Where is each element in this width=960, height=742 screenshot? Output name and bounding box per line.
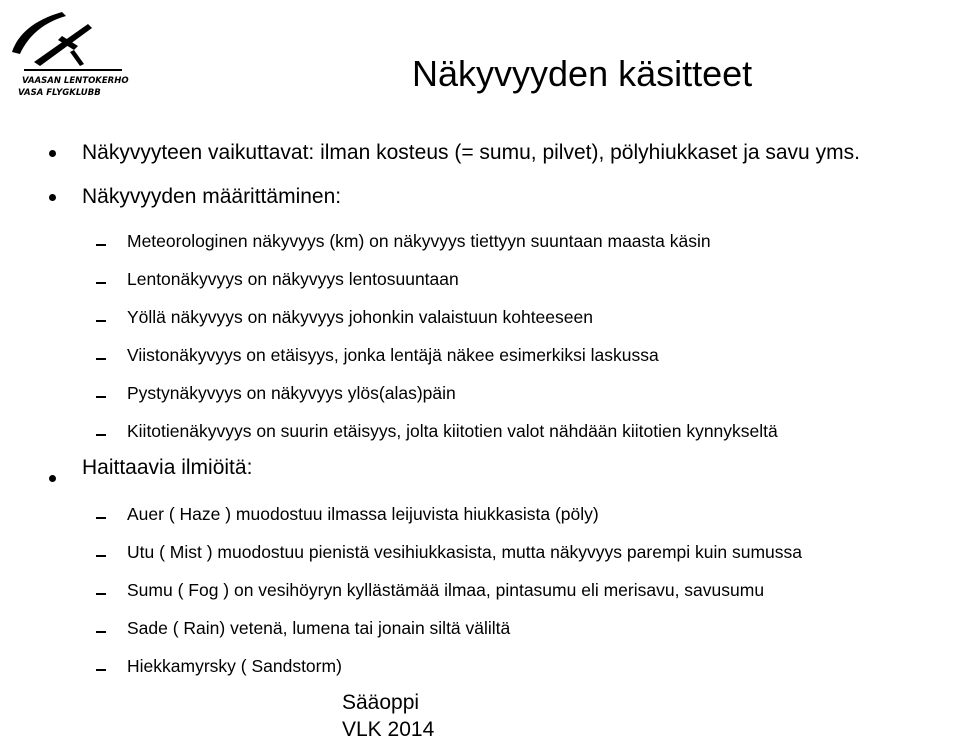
glider-logo-icon [4, 6, 130, 98]
dash-marker [96, 244, 106, 246]
list-item: Sumu ( Fog ) on vesihöyryn kyllästämää ilmaa, pintasumu eli merisavu, savusumu [127, 580, 765, 600]
bullet-dot [49, 150, 56, 157]
dash-marker [96, 282, 106, 284]
dash-marker [96, 358, 106, 360]
bullet-dot [49, 194, 56, 201]
list-item: Hiekkamyrsky ( Sandstorm) [127, 656, 342, 676]
list-item: Lentonäkyvyys on näkyvyys lentosuuntaan [127, 269, 459, 289]
dash-marker [96, 396, 106, 398]
dash-marker [96, 320, 106, 322]
logo-text-line1: VAASAN LENTOKERHO [22, 76, 129, 86]
slide-title: Näkyvyyden käsitteet [412, 53, 753, 94]
footer-course: Sääoppi [342, 691, 420, 714]
bullet-dot [49, 475, 56, 482]
dash-marker [96, 669, 106, 671]
list-item: Kiitotienäkyvyys on suurin etäisyys, jolta kiitotien valot nähdään kiitotien kynnykseltä [127, 421, 778, 441]
list-item: Viistonäkyvyys on etäisyys, jonka lentäjä näkee esimerkiksi laskussa [127, 345, 659, 365]
list-item: Meteorologinen näkyvyys (km) on näkyvyys tiettyyn suuntaan maasta käsin [127, 231, 711, 251]
club-logo [4, 6, 130, 98]
logo-text-line2: VASA FLYGKLUBB [18, 88, 101, 98]
list-item: Sade ( Rain) vetenä, lumena tai jonain siltä väliltä [127, 618, 511, 638]
bullet-item-determination: Näkyvyyden määrittäminen: [82, 185, 342, 208]
list-item: Yöllä näkyvyys on näkyvyys johonkin valaistuun kohteeseen [127, 307, 593, 327]
dash-marker [96, 593, 106, 595]
dash-marker [96, 517, 106, 519]
dash-marker [96, 555, 106, 557]
dash-marker [96, 631, 106, 633]
list-item: Utu ( Mist ) muodostuu pienistä vesihiukkasista, mutta näkyvyys parempi kuin sumussa [127, 542, 802, 562]
footer-edition: VLK 2014 [342, 718, 435, 741]
list-item: Pystynäkyvyys on näkyvyys ylös(alas)päin [127, 383, 456, 403]
list-item: Auer ( Haze ) muodostuu ilmassa leijuvista hiukkasista (pöly) [127, 504, 599, 524]
bullet-item-factors: Näkyvyyteen vaikuttavat: ilman kosteus (= sumu, pilvet), pölyhiukkaset ja savu yms. [82, 141, 860, 164]
dash-marker [96, 434, 106, 436]
bullet-item-phenomena: Haittaavia ilmiöitä: [82, 456, 253, 479]
